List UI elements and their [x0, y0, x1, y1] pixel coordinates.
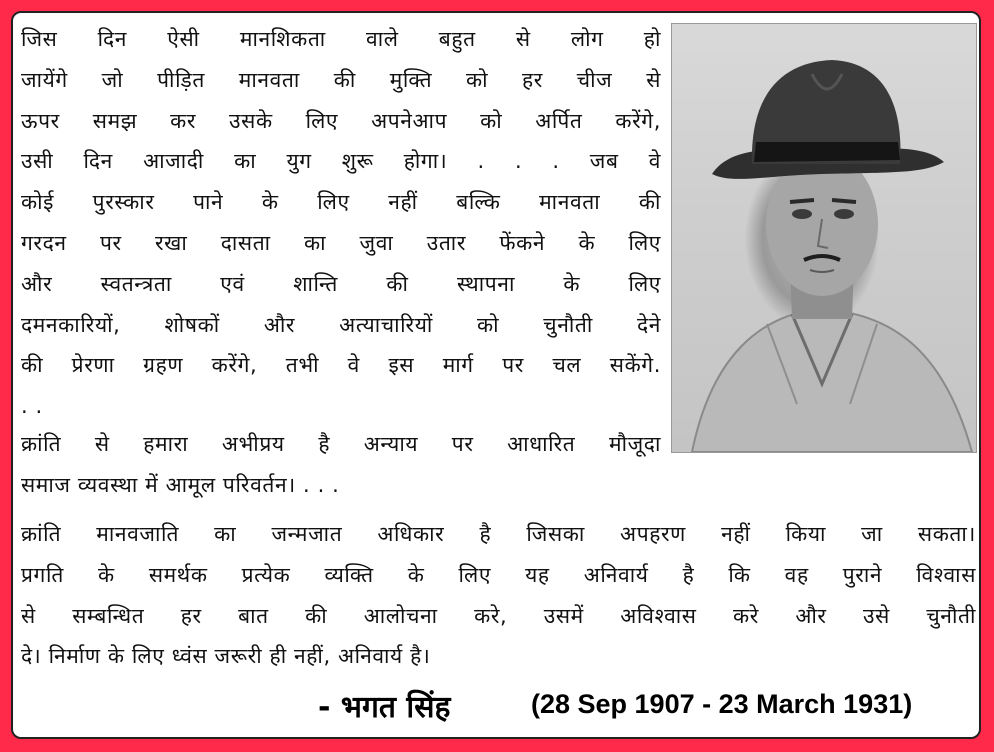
- quote-line: जायेंगे जो पीड़ित मानवता की मुक्ति को हर चीज से: [21, 67, 661, 92]
- quote-line: . .: [21, 394, 43, 419]
- quote-line: ऊपर समझ कर उसके लिए अपनेआप को अर्पित करेंगे,: [21, 108, 661, 133]
- quote-paragraph-3: [21, 514, 976, 677]
- quote-line: उसी दिन आजादी का युग शुरू होगा। . . . जब वे: [21, 149, 661, 174]
- author-dates: (28 Sep 1907 - 23 March 1931): [531, 689, 913, 719]
- quote-line: और स्वतन्त्रता एवं शान्ति की स्थापना के लिए: [21, 271, 661, 296]
- quote-line: दे। निर्माण के लिए ध्वंस जरूरी ही नहीं, अनिवार्य है।: [21, 644, 431, 669]
- portrait-illustration: [672, 24, 976, 452]
- quote-line: जिस दिन ऐसी मानशिकता वाले बहुत से लोग हो: [21, 27, 661, 51]
- quote-line: गरदन पर रखा दासता का जुवा उतार फेंकने के लिए: [21, 230, 661, 255]
- quote-line: समाज व्यवस्था में आमूल परिवर्तन। . . .: [21, 472, 340, 497]
- quote-card: [11, 11, 981, 739]
- quote-line: प्रगति के समर्थक प्रत्येक व्यक्ति के लिए यह अनिवार्य है कि वह पुराने विश्वास: [21, 562, 976, 587]
- author-signature: - भगत सिंह: [318, 690, 451, 725]
- quote-line: दमनकारियों, शोषकों और अत्याचारियों को चुनौती देने: [21, 312, 661, 337]
- quote-paragraph-2: [21, 424, 661, 506]
- quote-paragraph-1: [21, 19, 661, 427]
- quote-line: क्रांति से हमारा अभीप्रय है अन्याय पर आधारित मौजूदा: [21, 432, 661, 456]
- quote-line: की प्रेरणा ग्रहण करेंगे, तभी वे इस मार्ग पर चल सकेंगे.: [21, 353, 661, 378]
- portrait-photo: [671, 23, 977, 453]
- quote-line: से सम्बन्धित हर बात की आलोचना करे, उसमें अविश्वास करे और उसे चुनौती: [21, 603, 976, 628]
- quote-line: क्रांति मानवजाति का जन्मजात अधिकार है जिसका अपहरण नहीं किया जा सकता।: [21, 522, 976, 546]
- quote-line: कोई पुरस्कार पाने के लिए नहीं बल्कि मानवता की: [21, 190, 661, 215]
